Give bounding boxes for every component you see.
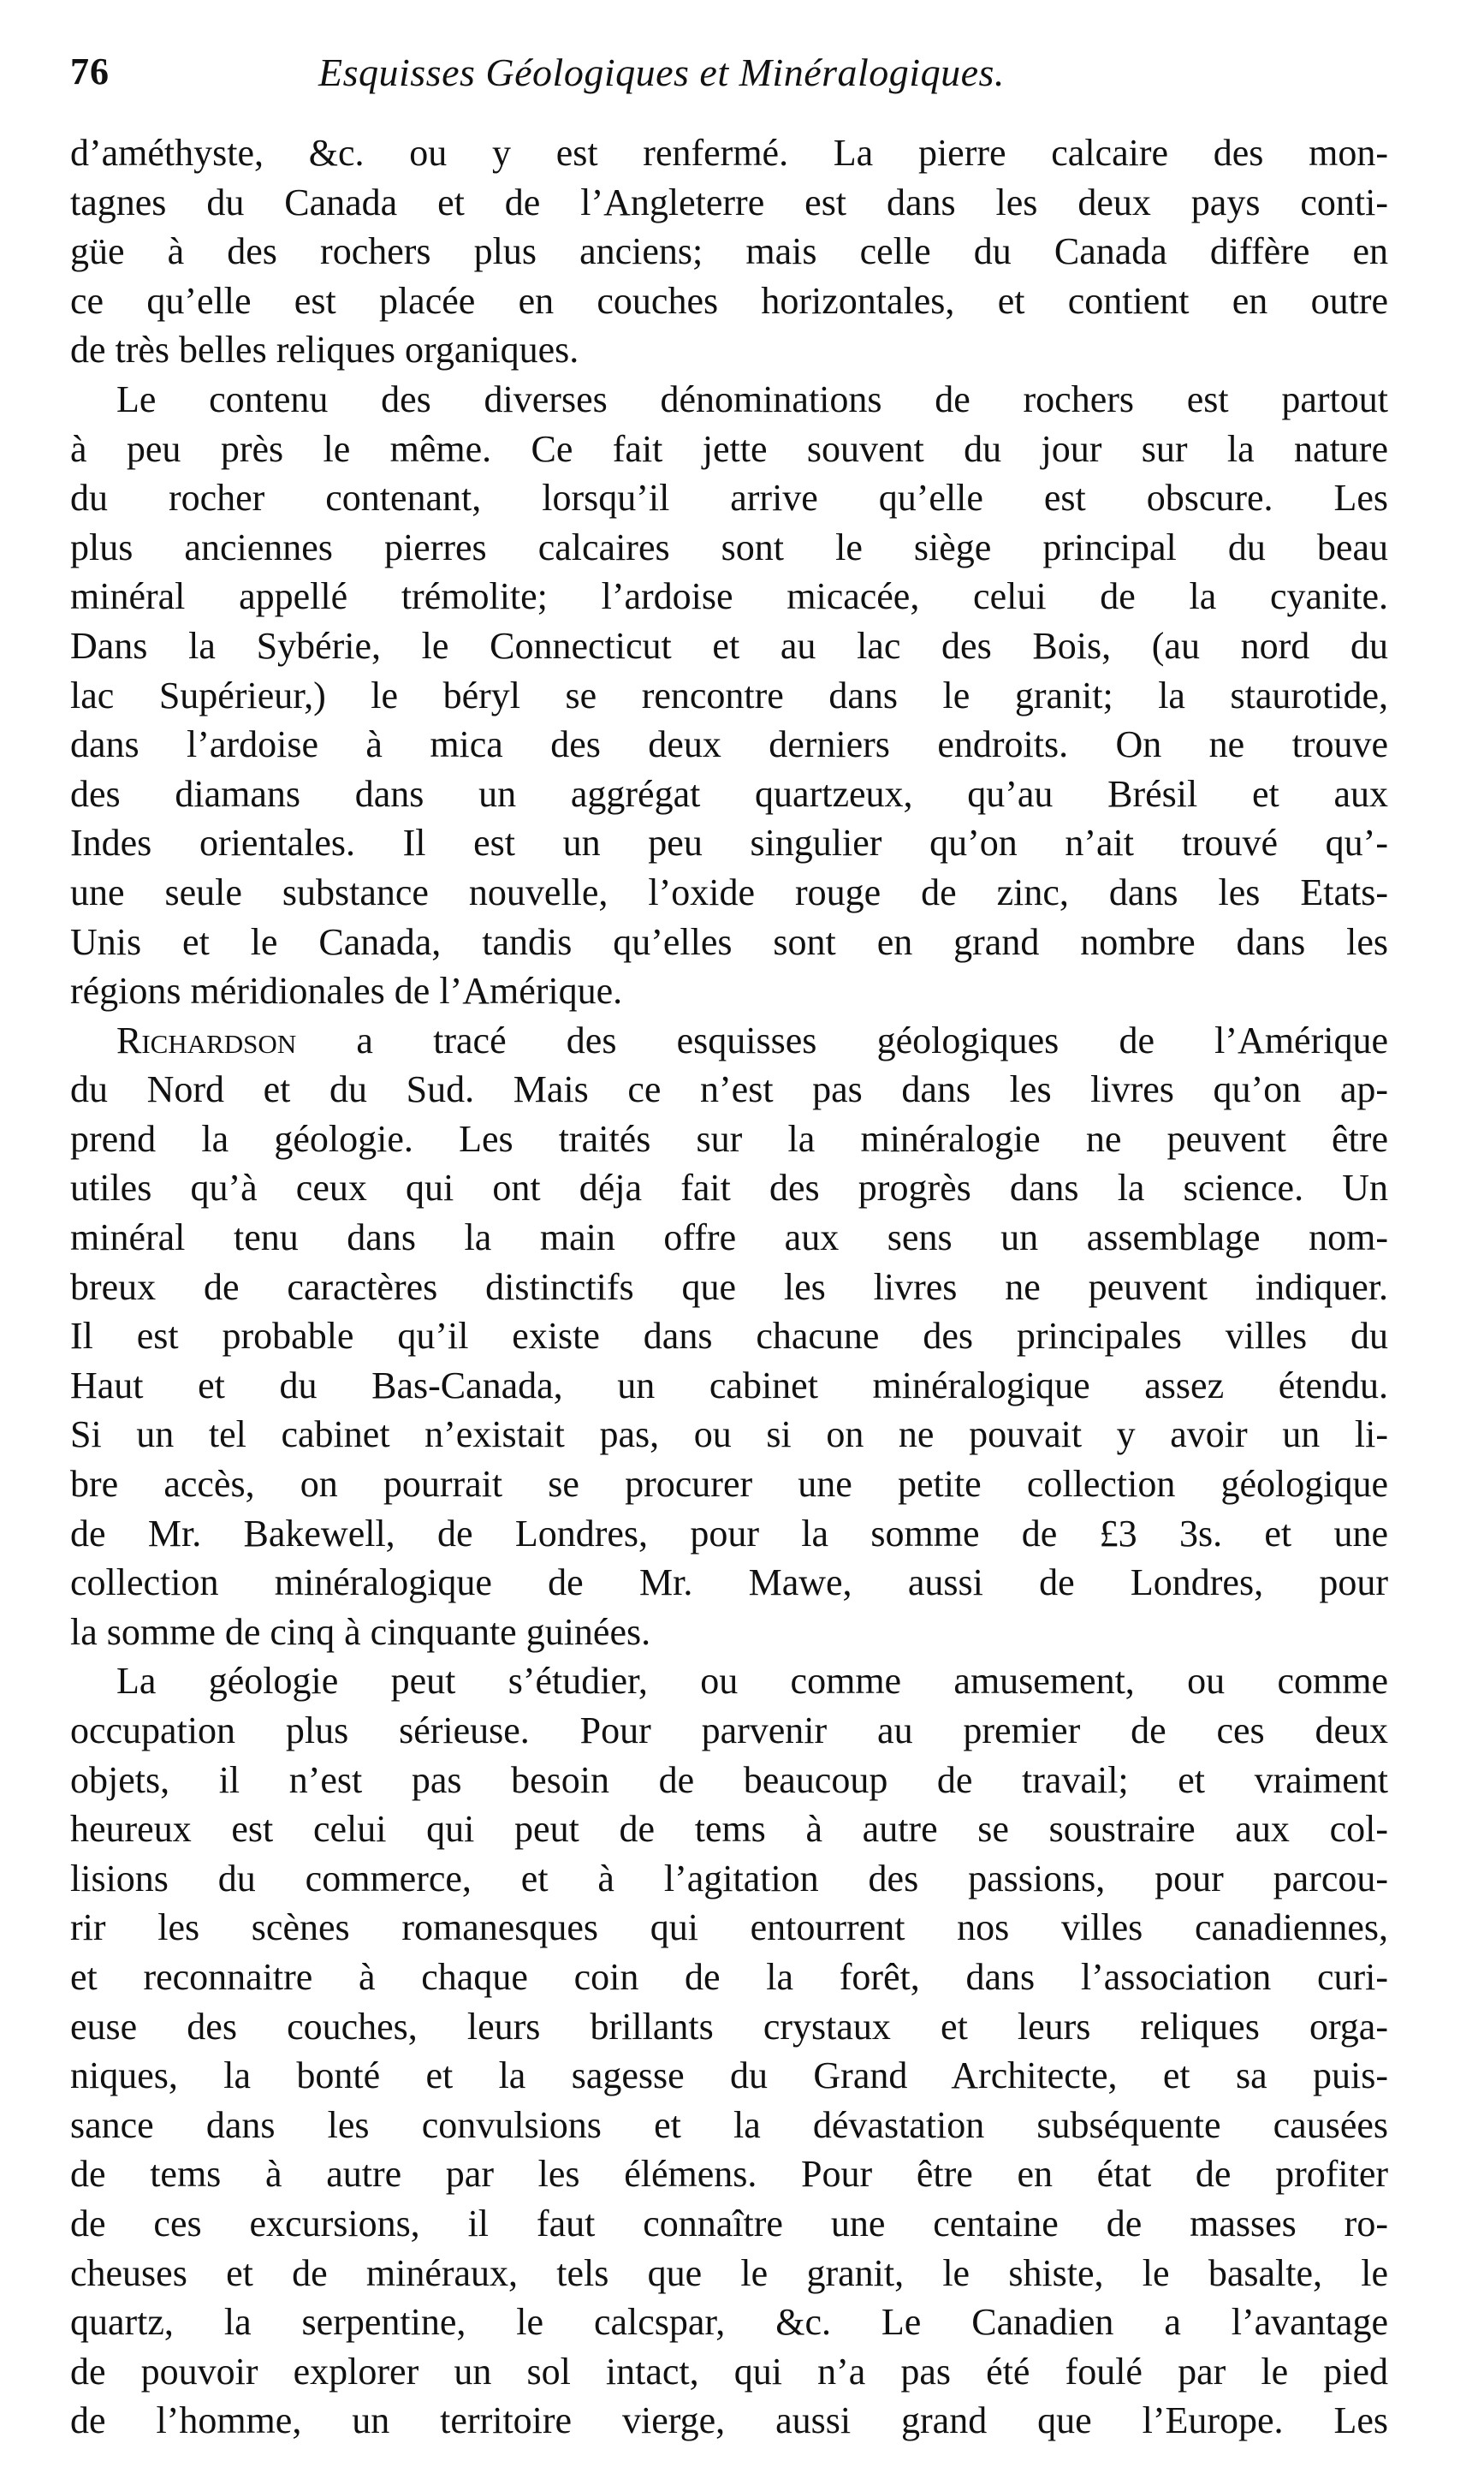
text-line: de l’homme, un territoire vierge, aussi grand que l’Europe. Les [70,2399,1388,2442]
text-line: de très belles reliques organiques. [70,329,579,372]
text-line: Le contenu des diverses dénominations de rochers est partout [116,378,1388,420]
text-line: euse des couches, leurs brillants crystaux et leurs reliques orga- [70,2005,1388,2048]
text-line: Si un tel cabinet n’existait pas, ou si on ne pouvait y avoir un li- [70,1413,1388,1456]
text-line: régions méridionales de l’Amérique. [70,970,623,1013]
text-line: bre accès, on pourrait se procurer une petite collection géologique [70,1463,1388,1506]
text-line: quartz, la serpentine, le calcspar, &c. Le Canadien a l’avantage [70,2301,1388,2344]
text-line: Il est probable qu’il existe dans chacune des principales villes du [70,1315,1388,1358]
text-line: et reconnaitre à chaque coin de la forêt, dans l’association curi- [70,1955,1388,1998]
text-line: minéral appellé trémolite; l’ardoise micacée, celui de la cyanite. [70,575,1388,618]
text-line: rir les scènes romanesques qui entourrent nos villes canadiennes, [70,1906,1388,1949]
text-line: heureux est celui qui peut de tems à autre se soustraire aux col- [70,1808,1388,1851]
text-line: de ces excursions, il faut connaître une centaine de masses ro- [70,2202,1388,2244]
text-line: prend la géologie. Les traités sur la minéralogie ne peuvent être [70,1117,1388,1160]
text-line: breux de caractères distinctifs que les livres ne peuvent indiquer. [70,1265,1388,1308]
text-line: Unis et le Canada, tandis qu’elles sont en grand nombre dans les [70,920,1388,963]
book-page [70,50,1388,2446]
running-title: Esquisses Géologiques et Minéralogiques. [318,51,1005,94]
text-line: niques, la bonté et la sagesse du Grand Architecte, et sa puis- [70,2054,1388,2097]
text-line: objets, il n’est pas besoin de beaucoup de travail; et vraiment [70,1758,1388,1801]
page-header [70,50,1388,110]
paragraph-1 [70,128,1388,375]
text-line: ce qu’elle est placée en couches horizontales, et contient en outre [70,279,1388,322]
text-line: güe à des rochers plus anciens; mais celle du Canada diffère en [70,230,1388,273]
text-line: du Nord et du Sud. Mais ce n’est pas dans les livres qu’on ap- [70,1068,1388,1111]
text-line: lac Supérieur,) le béryl se rencontre dans le granit; la staurotide, [70,674,1388,716]
text-line: tagnes du Canada et de l’Angleterre est dans les deux pays conti- [70,181,1388,223]
text-line: lisions du commerce, et à l’agitation des passions, pour parcou- [70,1857,1388,1899]
paragraph-4 [70,1656,1388,2446]
text-line: à peu près le même. Ce fait jette souvent du jour sur la nature [70,427,1388,470]
text-line: occupation plus sérieuse. Pour parvenir au premier de ces deux [70,1709,1388,1751]
page-number: 76 [70,51,110,92]
body-text [70,128,1388,2446]
author-name: Richardson [116,1019,297,1061]
text-line: de Mr. Bakewell, de Londres, pour la somme de £3 3s. et une [70,1512,1388,1555]
text-line: de pouvoir explorer un sol intact, qui n’a pas été foulé par le pied [70,2350,1388,2393]
text-line: une seule substance nouvelle, l’oxide rouge de zinc, dans les Etats- [70,871,1388,913]
text-line: d’améthyste, &c. ou y est renfermé. La pierre calcaire des mon- [70,132,1388,174]
text-line: La géologie peut s’étudier, ou comme amusement, ou comme [116,1660,1388,1703]
text-line: du rocher contenant, lorsqu’il arrive qu’elle est obscure. Les [70,477,1388,520]
text-line: la somme de cinq à cinquante guinées. [70,1610,651,1653]
text-line: plus anciennes pierres calcaires sont le siège principal du beau [70,526,1388,568]
text-line: utiles qu’à ceux qui ont déja fait des progrès dans la science. Un [70,1167,1388,1210]
text-line: collection minéralogique de Mr. Mawe, aussi de Londres, pour [70,1561,1388,1604]
text-line-rest: a tracé des esquisses géologiques de l’Amérique [296,1019,1388,1061]
text-line: minéral tenu dans la main offre aux sens un assemblage nom- [70,1216,1388,1259]
text-line: dans l’ardoise à mica des deux derniers endroits. On ne trouve [70,723,1388,766]
text-line: sance dans les convulsions et la dévastation subséquente causées [70,2103,1388,2146]
text-line: des diamans dans un aggrégat quartzeux, qu’au Brésil et aux [70,772,1388,815]
text-line: Indes orientales. Il est un peu singulier qu’on n’ait trouvé qu’- [70,822,1388,865]
paragraph-3 [70,1016,1388,1657]
text-line: de tems à autre par les élémens. Pour être en état de profiter [70,2153,1388,2196]
text-line: Haut et du Bas-Canada, un cabinet minéralogique assez étendu. [70,1364,1388,1406]
paragraph-2 [70,375,1388,1016]
text-line [70,1016,1388,1066]
text-line: Dans la Sybérie, le Connecticut et au lac des Bois, (au nord du [70,624,1388,667]
text-line: cheuses et de minéraux, tels que le granit, le shiste, le basalte, le [70,2251,1388,2294]
